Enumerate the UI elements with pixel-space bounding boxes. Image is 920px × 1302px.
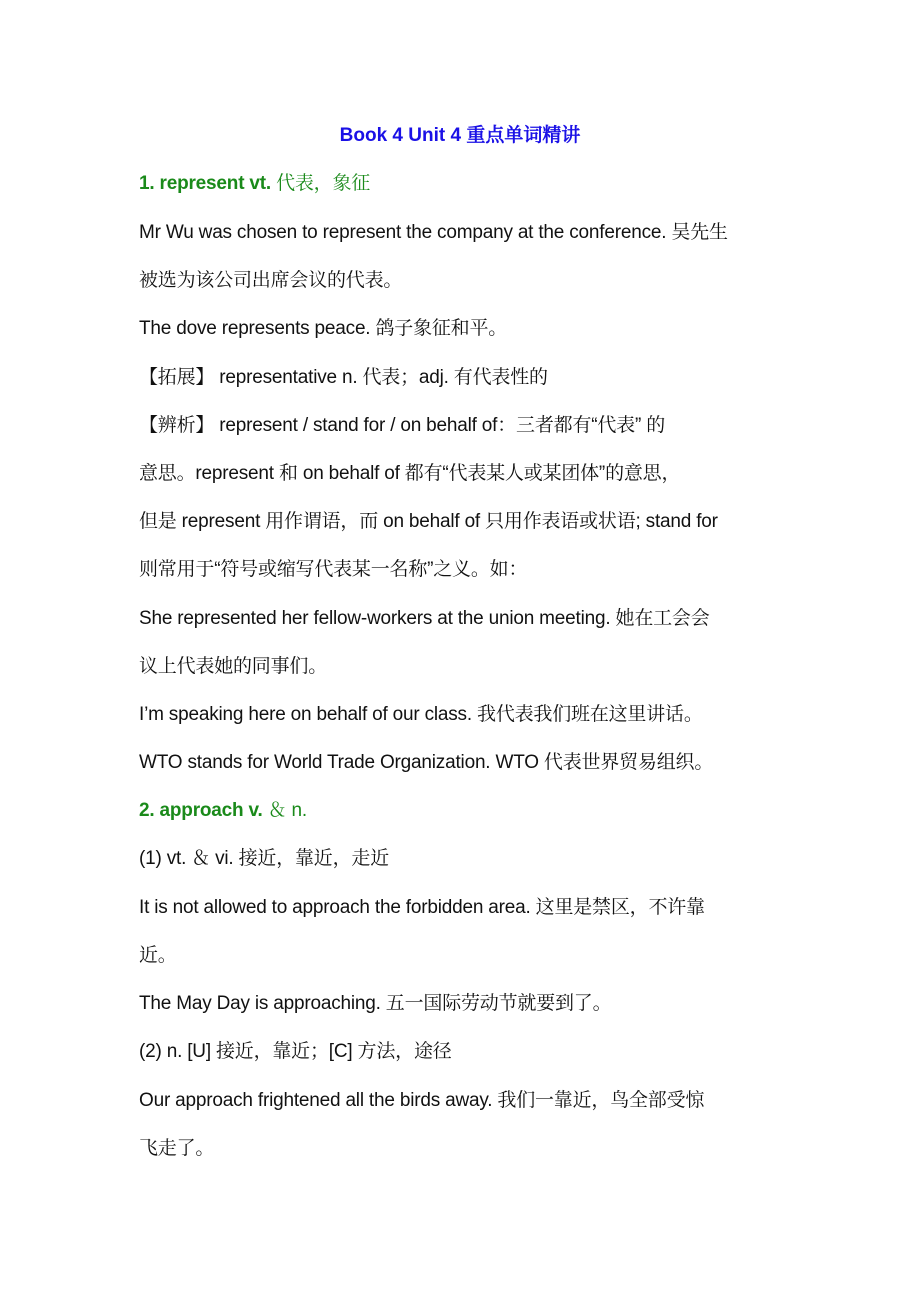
- heading-text: 1. represent vt.: [139, 173, 271, 194]
- sense-line: (1) vt. ＆ vi. 接近，靠近，走近: [139, 848, 389, 869]
- example-line: Mr Wu was chosen to represent the company at the conference. 吴先生: [139, 222, 728, 243]
- document-title: Book 4 Unit 4 重点单词精讲: [339, 125, 581, 146]
- example-line: The May Day is approaching. 五一国际劳动节就要到了。: [139, 993, 612, 1014]
- extension-line: 【拓展】 representative n. 代表；adj. 有代表性的: [139, 367, 548, 388]
- analysis-line: 【辨析】 represent / stand for / on behalf of：三者都有“代表” 的: [139, 415, 665, 436]
- example-line: WTO stands for World Trade Organization. WTO 代表世界贸易组织。: [139, 752, 714, 773]
- heading-approach: [139, 799, 307, 823]
- heading-meaning: ＆ n.: [262, 800, 307, 821]
- example-line: 议上代表她的同事们。: [139, 656, 328, 677]
- sense-line: (2) n. [U] 接近，靠近；[C] 方法，途径: [139, 1041, 452, 1062]
- example-line: The dove represents peace. 鸽子象征和平。: [139, 318, 508, 339]
- example-line: She represented her fellow-workers at the union meeting. 她在工会会: [139, 608, 710, 629]
- heading-text: 2. approach v.: [139, 800, 263, 821]
- heading-meaning: 代表，象征: [270, 173, 371, 194]
- analysis-line: 则常用于“符号或缩写代表某一名称”之义。如：: [139, 559, 528, 580]
- example-line: Our approach frightened all the birds away. 我们一靠近，鸟全部受惊: [139, 1090, 705, 1111]
- analysis-line: 但是 represent 用作谓语，而 on behalf of 只用作表语或状语; stand for: [139, 511, 718, 532]
- example-line: 飞走了。: [139, 1138, 215, 1159]
- example-line: It is not allowed to approach the forbidden area. 这里是禁区，不许靠: [139, 897, 705, 918]
- heading-represent: [139, 172, 370, 196]
- example-line: I’m speaking here on behalf of our class. 我代表我们班在这里讲话。: [139, 704, 703, 725]
- example-line: 近。: [139, 945, 177, 966]
- example-line: 被选为该公司出席会议的代表。: [139, 270, 403, 291]
- analysis-line: 意思。represent 和 on behalf of 都有“代表某人或某团体”的意思，: [139, 463, 681, 484]
